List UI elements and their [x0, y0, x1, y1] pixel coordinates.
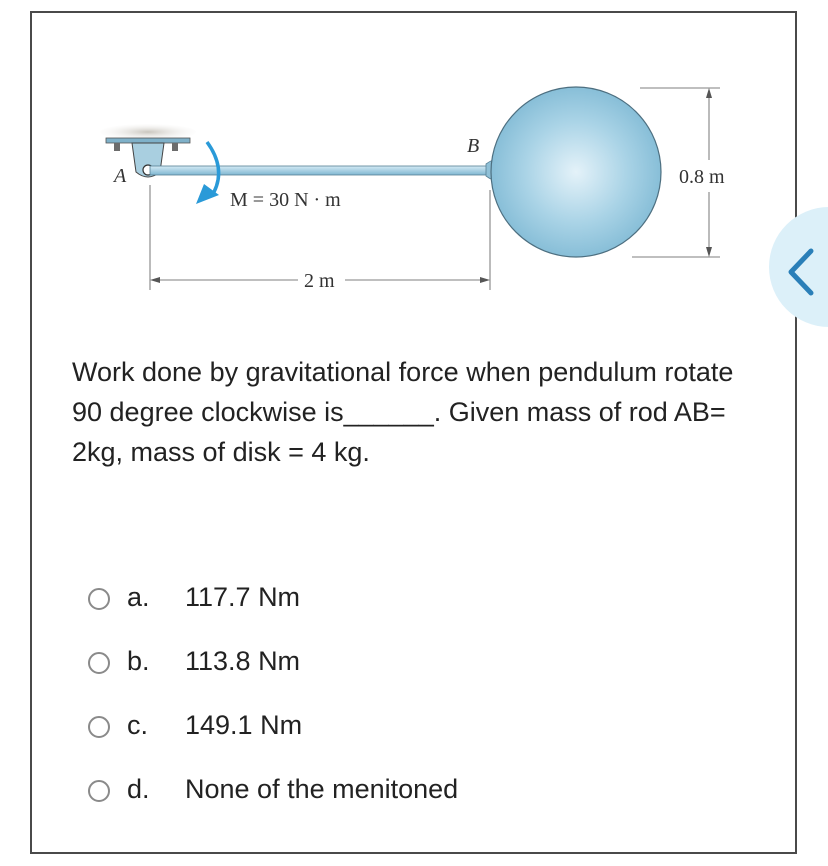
bolt-right	[172, 143, 178, 151]
radio-c[interactable]	[88, 716, 110, 738]
option-c[interactable]	[88, 693, 458, 757]
label-a: A	[114, 165, 127, 187]
moment-label: M = 30 N · m	[230, 189, 341, 211]
bolt-left	[114, 143, 120, 151]
radio-a[interactable]	[88, 588, 110, 610]
support-plate	[106, 138, 190, 143]
pendulum-figure	[0, 0, 828, 340]
option-b-text: 113.8 Nm	[185, 645, 301, 676]
dim-arrow-right-icon	[480, 277, 490, 283]
option-b-letter: b.	[127, 645, 150, 676]
answer-options	[88, 565, 458, 821]
question-text: Work done by gravitational force when pendulum rotate 90 degree clockwise is______. Given mass of rod AB= 2kg, mass of disk = 4 kg.	[72, 357, 734, 467]
diameter-label: 0.8 m	[679, 166, 725, 188]
option-d-letter: d.	[127, 773, 150, 804]
option-d[interactable]	[88, 757, 458, 821]
option-c-text: 149.1 Nm	[185, 709, 303, 740]
chevron-left-icon	[783, 247, 817, 297]
label-b: B	[467, 135, 480, 157]
option-a-letter: a.	[127, 581, 150, 612]
option-a-text: 117.7 Nm	[185, 581, 301, 612]
dia-arrow-down-icon	[706, 247, 712, 257]
radio-d[interactable]	[88, 780, 110, 802]
rod-ab	[150, 166, 488, 175]
length-label: 2 m	[304, 270, 335, 292]
option-d-text: None of the menitoned	[185, 773, 459, 804]
dim-arrow-left-icon	[150, 277, 160, 283]
dia-arrow-up-icon	[706, 88, 712, 98]
option-b[interactable]	[88, 629, 458, 693]
option-a[interactable]	[88, 565, 458, 629]
radio-b[interactable]	[88, 652, 110, 674]
disk	[491, 87, 661, 257]
option-c-letter: c.	[127, 709, 149, 740]
